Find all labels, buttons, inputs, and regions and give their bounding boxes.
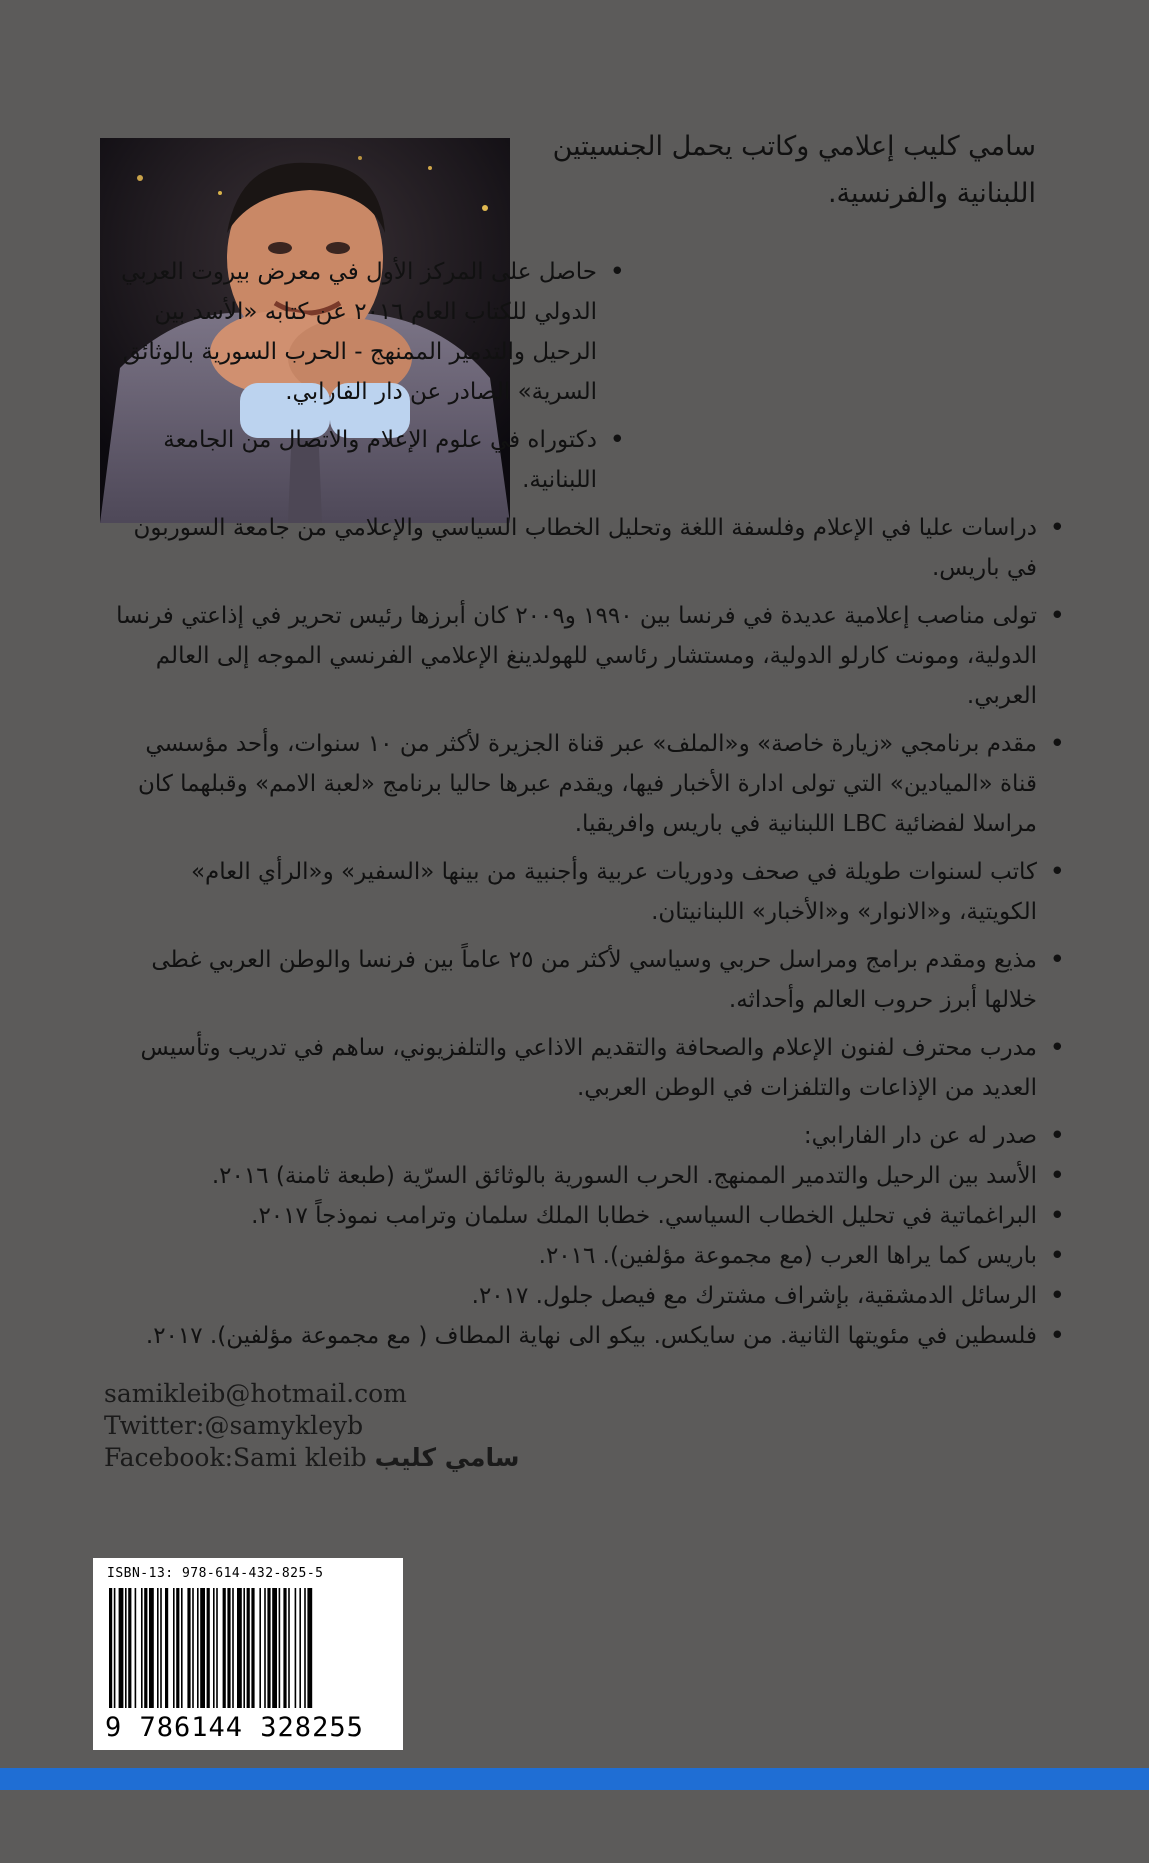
isbn-barcode xyxy=(93,1558,403,1750)
book-item: • باريس كما يراها العرب (مع مجموعة مؤلفين). ٢٠١٦. xyxy=(107,1236,1067,1276)
bio-item: • كاتب لسنوات طويلة في صحف ودوريات عربية وأجنبية من بينها «السفير» و«الرأي العام» الكويتية، و«الانوار» و«الأخبار» اللبنانيتان. xyxy=(107,852,1067,932)
bio-item: • تولى مناصب إعلامية عديدة في فرنسا بين ١٩٩٠ و٢٠٠٩ كان أبرزها رئيس تحرير في إذاعتي فرنسا الدولية، ومونت كارلو الدولية، ومستشار رئاسي للهولدينغ الإعلامي الفرنسي الموجه إلى العالم العربي. xyxy=(107,596,1067,716)
contact-block xyxy=(104,1378,519,1474)
bio-item: • مذيع ومقدم برامج ومراسل حربي وسياسي لأكثر من ٢٥ عاماً بين فرنسا والوطن العربي غطى خلالها أبرز حروب العالم وأحداثه. xyxy=(107,940,1067,1020)
bio-item: • دكتوراه في علوم الإعلام والاتصال من الجامعة اللبنانية. xyxy=(107,420,627,500)
twitter-text: Twitter:@samykleyb xyxy=(104,1411,364,1440)
author-bio-list xyxy=(107,252,1067,1356)
book-item: • البراغماتية في تحليل الخطاب السياسي. خطابا الملك سلمان وترامب نموذجاً ٢٠١٧. xyxy=(107,1196,1067,1236)
book-item: • فلسطين في مئويتها الثانية. من سايكس. بيكو الى نهاية المطاف ( مع مجموعة مؤلفين). ٢٠١٧. xyxy=(107,1316,1067,1356)
author-intro: سامي كليب إعلامي وكاتب يحمل الجنسيتين اللبنانية والفرنسية. xyxy=(552,131,1036,209)
bio-item: • حاصل على المركز الأول في معرض بيروت العربي الدولي للكتاب العام ٢٠١٦ عن كتابه «الأسد بين الرحيل والتدمير الممنهج - الحرب السورية بالوثائق السرية» الصادر عن دار الفارابي. xyxy=(107,252,627,412)
isbn-digits: 9 786144 328255 xyxy=(105,1712,364,1743)
bio-item: • صدر له عن دار الفارابي: xyxy=(107,1116,1067,1156)
email-text: samikleib@hotmail.com xyxy=(104,1379,407,1408)
book-item: • الرسائل الدمشقية، بإشراف مشترك مع فيصل جلول. ٢٠١٧. xyxy=(107,1276,1067,1316)
facebook-name-ar: سامي كليب xyxy=(374,1443,520,1472)
blue-stripe xyxy=(0,1768,1149,1790)
isbn-label: ISBN-13: 978-614-432-825-5 xyxy=(107,1566,324,1581)
bio-item: • دراسات عليا في الإعلام وفلسفة اللغة وتحليل الخطاب السياسي والإعلامي من جامعة السوربون في باريس. xyxy=(107,508,1067,588)
bottom-band xyxy=(0,1790,1149,1863)
bio-item: • مدرب محترف لفنون الإعلام والصحافة والتقديم الاذاعي والتلفزيوني، ساهم في تدريب وتأسيس العديد من الإذاعات والتلفزات في الوطن العربي. xyxy=(107,1028,1067,1108)
bio-item: • مقدم برنامجي «زيارة خاصة» و«الملف» عبر قناة الجزيرة لأكثر من ١٠ سنوات، وأحد مؤسسي قناة «الميادين» التي تولى ادارة الأخبار فيها، ويقدم عبرها حاليا برنامج «لعبة الامم» وقبلهما كان مراسلا لفضائية LBC اللبنانية في باريس وافريقيا. xyxy=(107,724,1067,844)
facebook-text: Facebook:Sami kleib xyxy=(104,1443,367,1472)
barcode-bars xyxy=(105,1588,391,1708)
facebook-line xyxy=(104,1442,519,1474)
book-item: • الأسد بين الرحيل والتدمير الممنهج. الحرب السورية بالوثائق السرّية (طبعة ثامنة) ٢٠١٦. xyxy=(107,1156,1067,1196)
